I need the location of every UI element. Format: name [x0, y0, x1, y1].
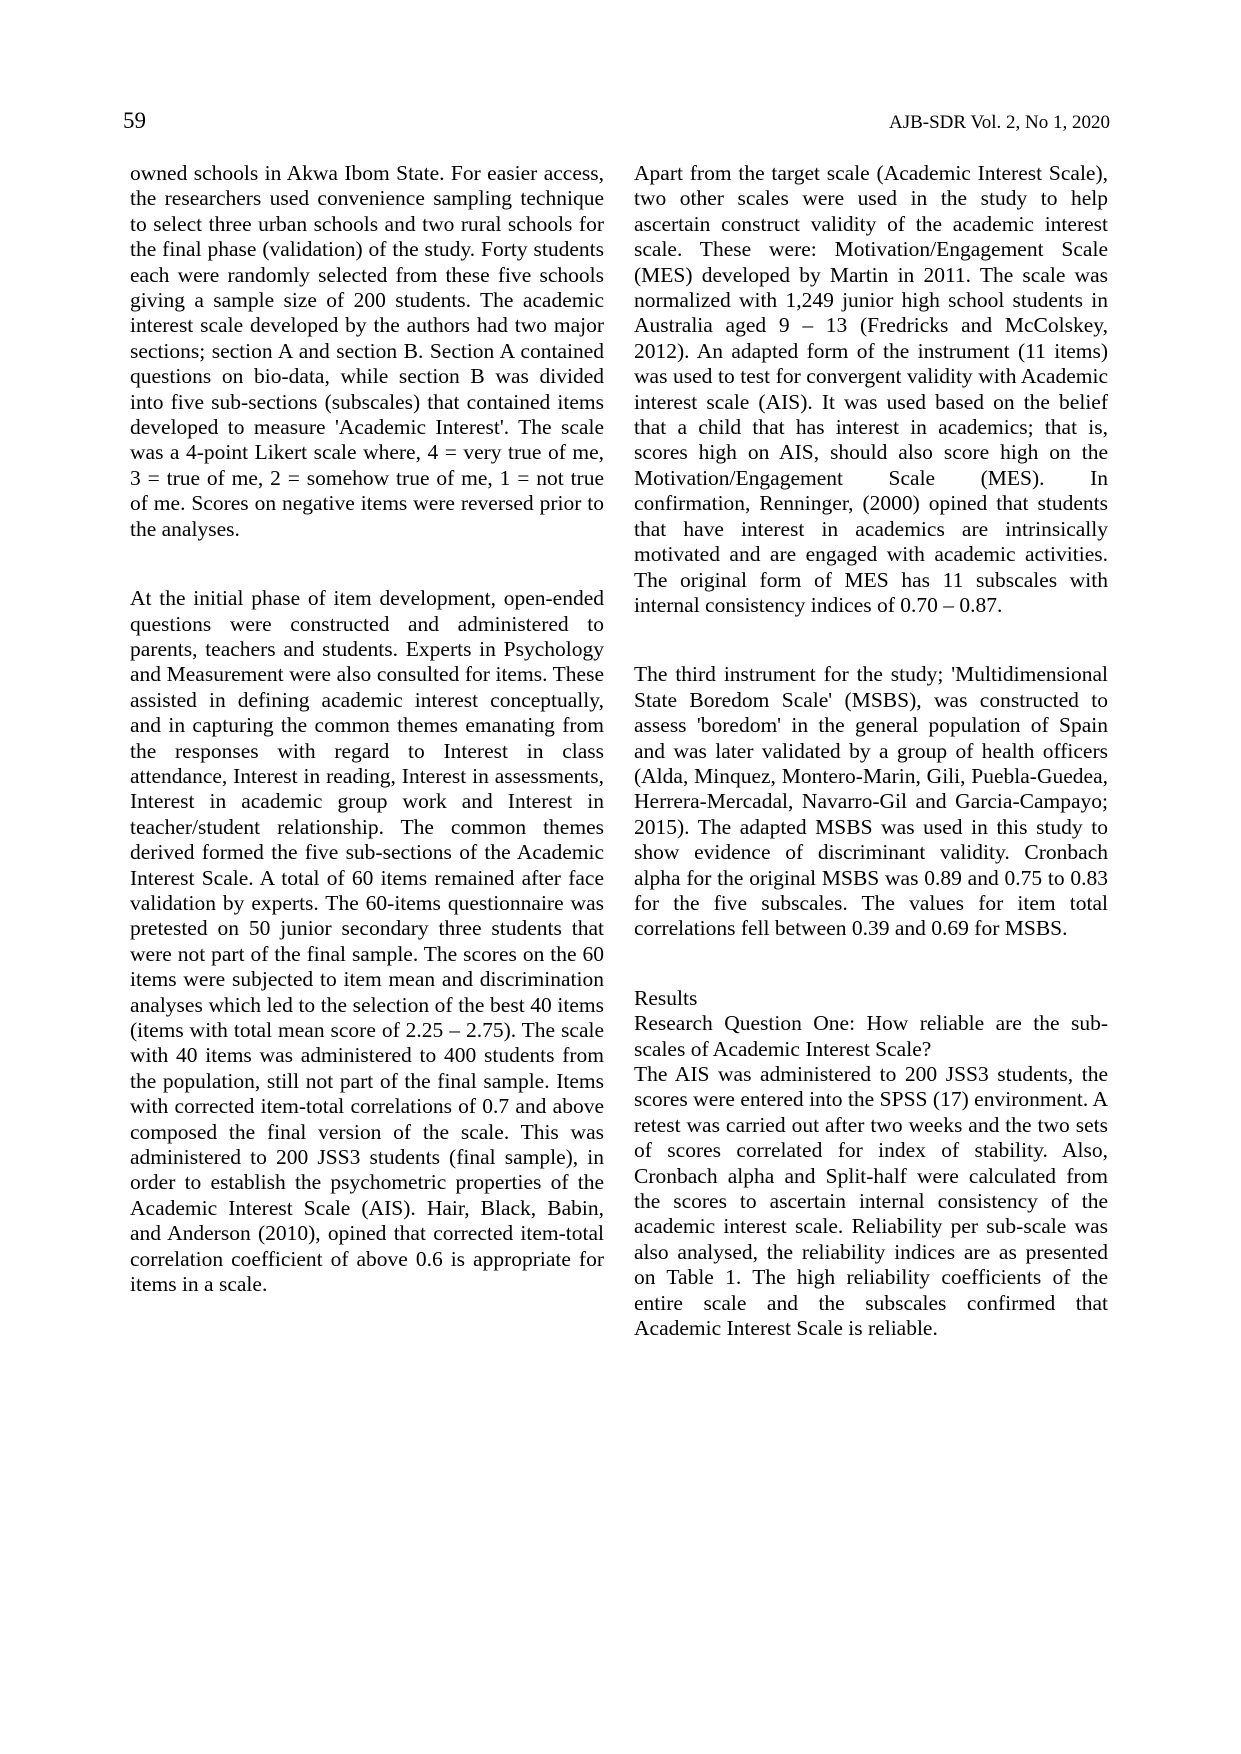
page-header [123, 108, 1110, 135]
text-block [130, 161, 604, 542]
paragraph: The third instrument for the study; 'Multidimensional State Boredom Scale' (MSBS), was constructed to assess 'boredom' in the general population of Spain and was later validated by a group of health officers (Alda, Minquez, Montero-Marin, Gili, Puebla-Guedea, Herrera-Mercadal, Navarro-Gil and Garcia-Campayo; 2015). The adapted MSBS was used in this study to show evidence of discriminant validity. Cronbach alpha for the original MSBS was 0.89 and 0.75 to 0.83 for the five subscales. The values for item total correlations fell between 0.39 and 0.69 for MSBS. [634, 662, 1108, 941]
right-column [634, 161, 1108, 1385]
text-block [634, 161, 1108, 618]
paragraph: Research Question One: How reliable are the sub-scales of Academic Interest Scale? [634, 1011, 1108, 1061]
text-block [130, 586, 604, 1297]
paragraph: Results [634, 985, 698, 1010]
text-block [634, 662, 1108, 941]
journal-reference: AJB-SDR Vol. 2, No 1, 2020 [888, 112, 1110, 133]
paragraph: At the initial phase of item development, open-ended questions were constructed and administered to parents, teachers and students. Experts in Psychology and Measurement were also consulted for items. These assisted in defining academic interest conceptually, and in capturing the common themes emanating from the responses with regard to Interest in class attendance, Interest in reading, Interest in assessments, Interest in academic group work and Interest in teacher/student relationship. The common themes derived formed the five sub-sections of the Academic Interest Scale. A total of 60 items remained after face validation by experts. The 60-items questionnaire was pretested on 50 junior secondary three students that were not part of the final sample. The scores on the 60 items were subjected to item mean and discrimination analyses which led to the selection of the best 40 items (items with total mean score of 2.25 – 2.75). The scale with 40 items was administered to 400 students from the population, still not part of the final sample. Items with corrected item-total correlations of 0.7 and above composed the final version of the scale. This was administered to 200 JSS3 students (final sample), in order to establish the psychometric properties of the Academic Interest Scale (AIS). Hair, Black, Babin, and Anderson (2010), opined that corrected item-total correlation coefficient of above 0.6 is appropriate for items in a scale. [130, 586, 604, 1297]
paragraph: Apart from the target scale (Academic Interest Scale), two other scales were used in the study to help ascertain construct validity of the academic interest scale. These were: Motivation/Engagement Scale (MES) developed by Martin in 2011. The scale was normalized with 1,249 junior high school students in Australia aged 9 – 13 (Fredricks and McColskey, 2012). An adapted form of the instrument (11 items) was used to test for convergent validity with Academic interest scale (AIS). It was used based on the belief that a child that has interest in academics; that is, scores high on AIS, should also score high on the Motivation/Engagement Scale (MES). In confirmation, Renninger, (2000) opined that students that have interest in academics are intrinsically motivated and are engaged with academic activities. The original form of MES has 11 subscales with internal consistency indices of 0.70 – 0.87. [634, 161, 1108, 617]
paragraph: The AIS was administered to 200 JSS3 students, the scores were entered into the SPSS (17) environment. A retest was carried out after two weeks and the two sets of scores correlated for index of stability. Also, Cronbach alpha and Split-half were calculated from the scores to ascertain internal consistency of the academic interest scale. Reliability per sub-scale was also analysed, the reliability indices are as presented on Table 1. The high reliability coefficients of the entire scale and the subscales confirmed that Academic Interest Scale is reliable. [634, 1062, 1108, 1341]
page-number: 59 [123, 108, 146, 133]
page-body [130, 161, 1108, 1385]
paragraph: owned schools in Akwa Ibom State. For easier access, the researchers used convenience sampling technique to select three urban schools and two rural schools for the final phase (validation) of the study. Forty students each were randomly selected from these five schools giving a sample size of 200 students. The academic interest scale developed by the authors had two major sections; section A and section B. Section A contained questions on bio-data, while section B was divided into five sub-sections (subscales) that contained items developed to measure 'Academic Interest'. The scale was a 4-point Likert scale where, 4 = very true of me, 3 = true of me, 2 = somehow true of me, 1 = not true of me. Scores on negative items were reversed prior to the analyses. [130, 161, 604, 541]
text-block [634, 986, 1108, 1342]
left-column [130, 161, 604, 1385]
